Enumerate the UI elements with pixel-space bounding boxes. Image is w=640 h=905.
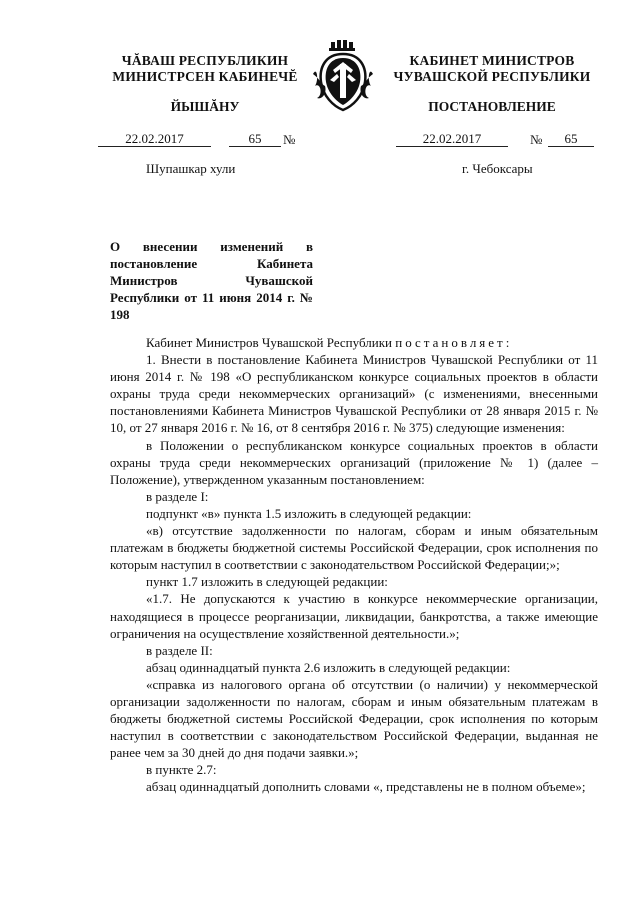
header-chuvash-title [80,53,330,85]
body-paragraph: в пункте 2.7: [146,762,217,778]
body-paragraph: абзац одиннадцатый дополнить словами «, представлены не в полном объеме»; [146,779,586,795]
body-paragraph: «справка из налогового органа об отсутствии (о наличии) у некоммерческой организации задолженности по налогам, сборам и иным обязательным платежам в бюджеты бюджетной системы Российской Федерации, срок исполнения по которым наступил в соответствии с законодательством Российской Федерации, выданная не ранее чем за 30 дней до дня подачи заявки.»; [110,676,598,761]
doctype-russian: ПОСТАНОВЛЕНИЕ [428,99,556,114]
place-russian: г. Чебоксары [462,161,533,176]
right-number: 65 [548,131,594,147]
body-paragraph: абзац одиннадцатый пункта 2.6 изложить в следующей редакции: [146,659,511,675]
doctype-chuvash: ЙЫШĂНУ [170,99,240,114]
body-paragraph: в Положении о республиканском конкурсе социальных проектов в области охраны труда среди некоммерческих организаций (приложение № 1) (далее – Положение), утвержденном указанным постановлением: [110,437,598,487]
intro-spaced: постановляет: [395,335,513,350]
header-right-line2: ЧУВАШСКОЙ РЕСПУБЛИКИ [393,69,591,84]
body-paragraph: «в) отсутствие задолженности по налогам, сборам и иным обязательным платежам в бюджеты бюджетной системы Российской Федерации, срок исполнения по которым наступил в соответствии с законодательством Российской Федерации;»; [110,523,598,573]
header-left-line2: МИНИСТРСЕН КАБИНЕЧĔ [112,69,298,84]
header-left-line1: ЧĂВАШ РЕСПУБЛИКИН [121,53,289,68]
left-date: 22.02.2017 [98,131,211,147]
left-number-sign: № [283,132,296,147]
place-chuvash: Шупашкар хули [146,161,236,176]
intro-paragraph [110,334,598,351]
body-paragraph: 1. Внести в постановление Кабинета Министров Чувашской Республики от 11 июня 2014 г. № 198 «О республиканском конкурсе социальных проектов в области охраны труда среди некоммерческих организаций» (с изменениями, внесенными постановлениями Кабинета Министров Чувашской Республики от 28 января 2015 г. № 10, от 27 января 2016 г. № 16, от 8 сентября 2016 г. № 375) следующие изменения: [110,352,598,436]
right-date: 22.02.2017 [396,131,508,147]
body-paragraph: пункт 1.7 изложить в следующей редакции: [146,574,388,590]
body-paragraph: в разделе I: [146,488,209,504]
header-right-line1: КАБИНЕТ МИНИСТРОВ [409,53,575,68]
intro-prefix: Кабинет Министров Чувашской Республики [146,335,392,350]
right-number-sign: № [530,132,543,147]
header-russian-title [378,53,606,85]
left-number: 65 [229,131,281,147]
chuvash-coat-of-arms-icon [311,40,375,112]
document-body [110,334,598,796]
document-subject: О внесении изменений в постановление Кабинета Министров Чувашской Республики от 11 июня 2014 г. № 198 [110,239,313,322]
body-paragraph: «1.7. Не допускаются к участию в конкурсе некоммерческие организации, находящиеся в процессе реорганизации, ликвидации, банкротства, а также имеющие ограничения на осуществление хозяйственной деятельности.»; [110,591,598,641]
body-paragraph: подпункт «в» пункта 1.5 изложить в следующей редакции: [146,505,472,521]
body-paragraph: в разделе II: [146,642,213,658]
